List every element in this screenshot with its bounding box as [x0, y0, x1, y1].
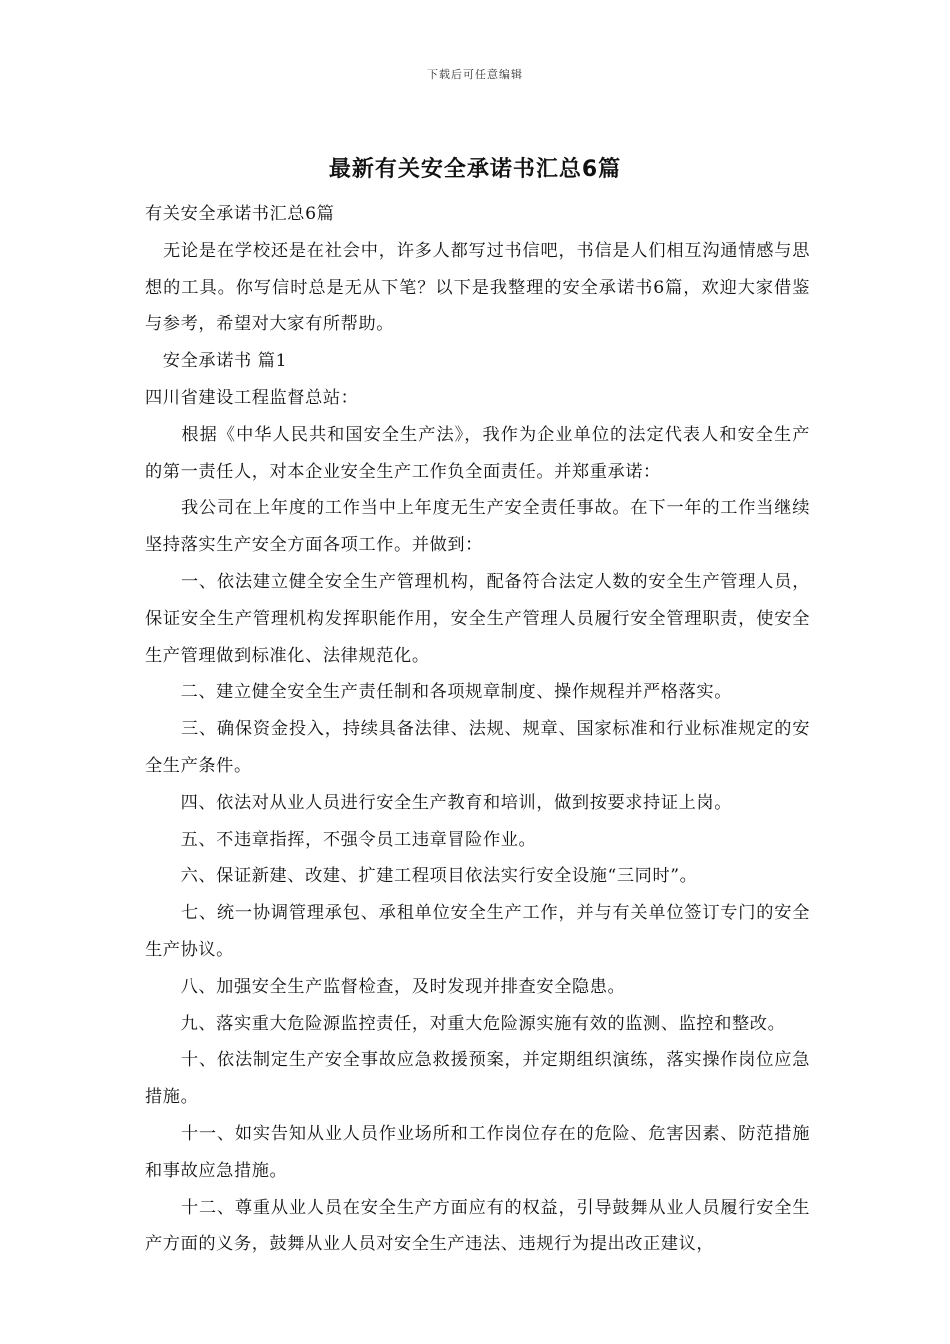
header-note: 下载后可任意编辑 — [427, 68, 523, 81]
commitment-item: 十一、如实告知从业人员作业场所和工作岗位存在的危险、危害因素、防范措施和事故应急措施。 — [145, 1123, 810, 1181]
addressee-line: 四川省建设工程监督总站： — [145, 387, 359, 408]
commitment-item: 六、保证新建、改建、扩建工程项目依法实行安全设施“三同时”。 — [145, 866, 698, 887]
body-paragraph: 我公司在上年度的工作当中上年度无生产安全责任事故。在下一年的工作当继续坚持落实生产安全方面各项工作。并做到： — [145, 498, 810, 556]
document-body — [145, 196, 810, 1263]
intro-paragraph: 无论是在学校还是在社会中，许多人都写过书信吧，书信是人们相互沟通情感与思想的工具。你写信时总是无从下笔？以下是我整理的安全承诺书6篇，欢迎大家借鉴与参考，希望对大家有所帮助。 — [145, 240, 810, 335]
commitment-item: 一、依法建立健全安全生产管理机构，配备符合法定人数的安全生产管理人员，保证安全生产管理机构发挥职能作用，安全生产管理人员履行安全管理职责，使安全生产管理做到标准化、法律规范化。 — [145, 571, 810, 666]
subtitle-line: 有关安全承诺书汇总6篇 — [145, 204, 335, 224]
body-paragraph: 根据《中华人民共和国安全生产法》，我作为企业单位的法定代表人和安全生产的第一责任人，对本企业安全生产工作负全面责任。并郑重承诺： — [145, 424, 810, 482]
commitment-item: 五、不违章指挥，不强令员工违章冒险作业。 — [145, 829, 537, 850]
commitment-item: 十二、尊重从业人员在安全生产方面应有的权益，引导鼓舞从业人员履行安全生产方面的义务，鼓舞从业人员对安全生产违法、违规行为提出改正建议， — [145, 1197, 810, 1255]
commitment-item: 七、统一协调管理承包、承租单位安全生产工作，并与有关单位签订专门的安全生产协议。 — [145, 903, 810, 960]
commitment-item: 十、依法制定生产安全事故应急救援预案，并定期组织演练，落实操作岗位应急措施。 — [145, 1050, 810, 1108]
commitment-item: 三、确保资金投入，持续具备法律、法规、规章、国家标准和行业标准规定的安全生产条件。 — [145, 719, 810, 776]
commitment-item: 八、加强安全生产监督检查，及时发现并排查安全隐患。 — [145, 976, 626, 997]
commitment-item: 四、依法对从业人员进行安全生产教育和培训，做到按要求持证上岗。 — [145, 792, 732, 813]
section-heading: 安全承诺书 篇1 — [145, 351, 288, 372]
commitment-item: 二、建立健全安全生产责任制和各项规章制度、操作规程并严格落实。 — [145, 682, 732, 703]
document-title: 最新有关安全承诺书汇总6篇 — [328, 157, 622, 182]
commitment-item: 九、落实重大危险源监控责任，对重大危险源实施有效的监测、监控和整改。 — [145, 1013, 786, 1034]
